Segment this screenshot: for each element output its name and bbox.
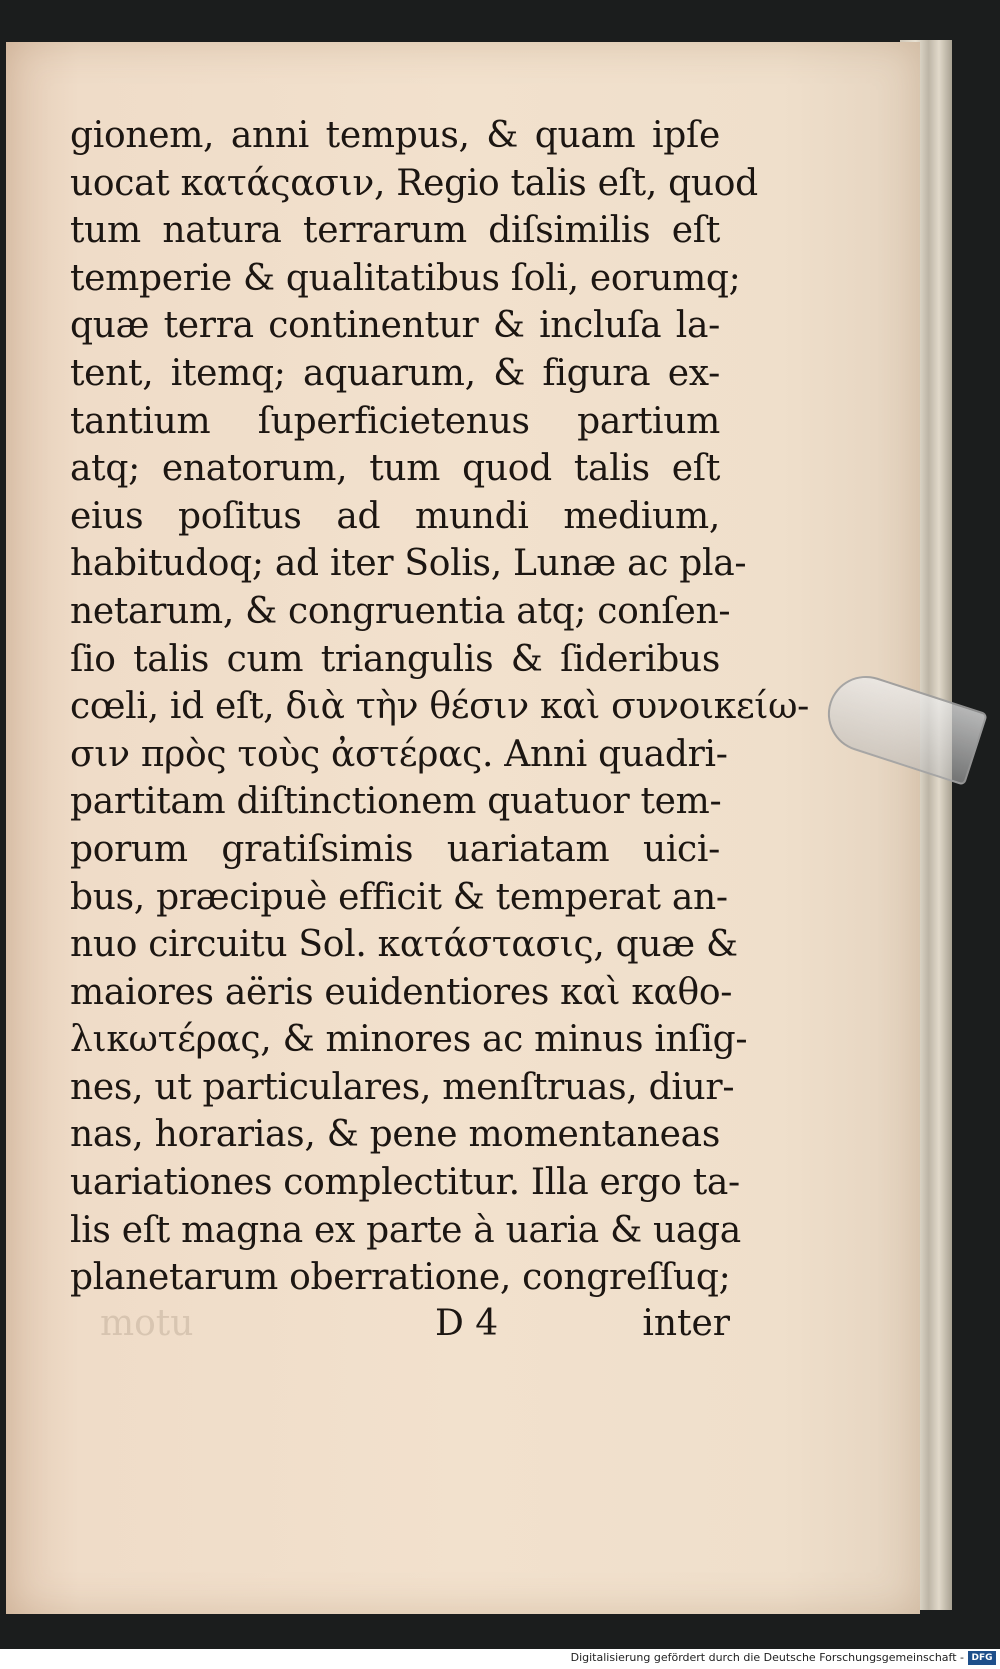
text-line: lis eſt magna ex parte à uaria & uaga <box>70 1209 741 1251</box>
text-line: habitudoq; ad iter Solis, Lunæ ac pla- <box>70 543 747 585</box>
text-line: σιν πρὸς τοὺς ἀστέρας. Anni quadri- <box>70 733 728 775</box>
text-line: cœli, id eſt, διὰ τὴν θέσιν καὶ συνοικείω- <box>70 686 810 728</box>
dfg-logo: DFG <box>968 1651 996 1665</box>
text-line: bus, præcipuè efficit & temperat an- <box>70 876 728 918</box>
page-footer-line <box>70 1300 730 1348</box>
text-line: atq; enatorum, tum quod talis eſt <box>70 448 720 490</box>
text-line: ſio talis cum triangulis & ſideribus <box>70 638 720 680</box>
catchword: inter <box>642 1303 730 1344</box>
text-line: tent, itemq; aquarum, & figura ex- <box>70 352 720 394</box>
body-text <box>70 112 810 1302</box>
text-line: eius poſitus ad mundi medium, <box>70 495 720 537</box>
signature-mark: D 4 <box>435 1303 499 1344</box>
text-line: uocat κατάςασιν, Regio talis eſt, quod <box>70 162 758 204</box>
text-line: netarum, & congruentia atq; conſen- <box>70 590 731 632</box>
show-through-text: motu <box>100 1303 194 1344</box>
text-line: nuo circuitu Sol. κατάστασις, quæ & <box>70 924 738 966</box>
text-line: gionem, anni tempus, & quam ipſe <box>70 115 720 156</box>
text-line: uariationes complectitur. Illa ergo ta- <box>70 1162 740 1204</box>
text-line: tum natura terrarum diſsimilis eſt <box>70 210 720 252</box>
text-line: maiores aëris euidentiores καὶ καθο- <box>70 971 733 1013</box>
text-line: quæ terra continentur & incluſa la- <box>70 305 720 347</box>
text-line: nes, ut particulares, menſtruas, diur- <box>70 1066 735 1108</box>
text-line: tantium ſuperficietenus partium <box>70 400 720 442</box>
text-line: partitam diſtinctionem quatuor tem- <box>70 781 722 823</box>
text-line: porum gratiſsimis uariatam uici- <box>70 828 720 870</box>
credit-text: Digitalisierung gefördert durch die Deutsche Forschungsgemeinschaft - <box>570 1651 964 1664</box>
text-line: temperie & qualitatibus ſoli, eorumq; <box>70 257 741 299</box>
text-line: nas, horarias, & pene momentaneas <box>70 1114 720 1156</box>
text-line: planetarum oberratione, congreſſuq; <box>70 1257 731 1299</box>
text-line: λικωτέρας, & minores ac minus inſig- <box>70 1019 748 1061</box>
